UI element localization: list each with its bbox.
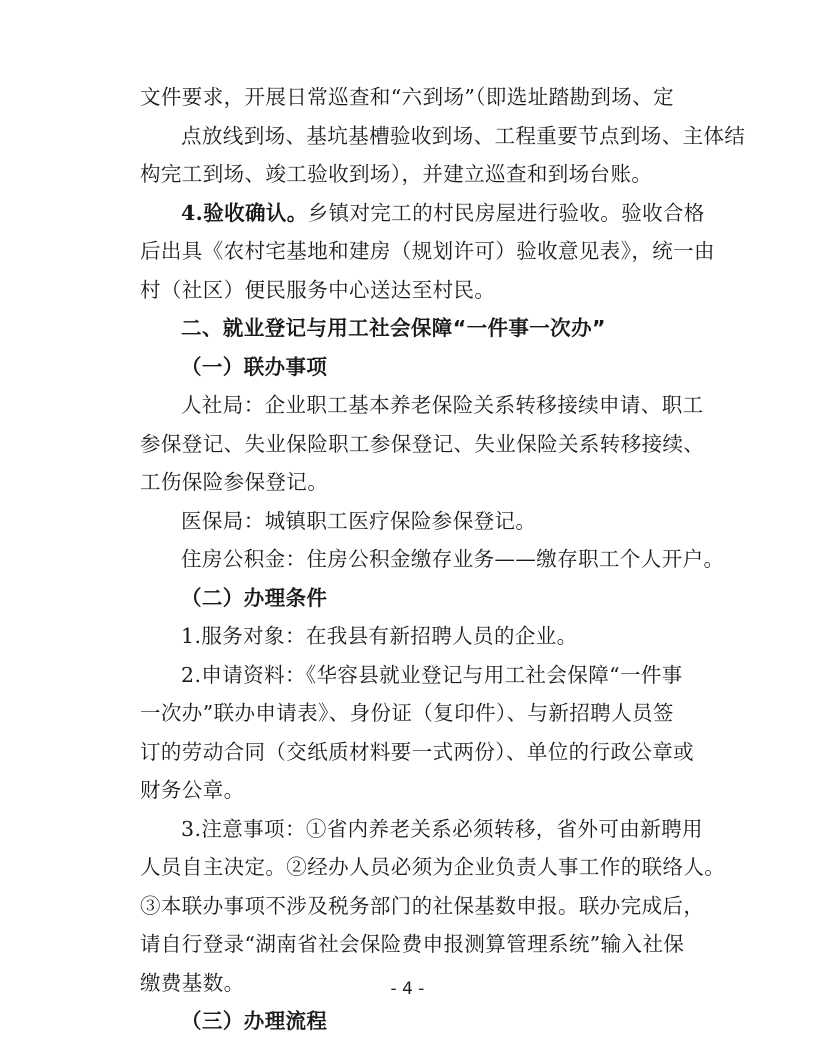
document-body bbox=[140, 78, 746, 1041]
paragraph-line: 文件要求，开展日常巡查和“六到场”（即选址踏勘到场、定 bbox=[140, 85, 675, 109]
section-heading: 二、就业登记与用工社会保障“一件事一次办” bbox=[181, 316, 606, 340]
paragraph-line: 请自行登录“湖南省社会保险费申报测算管理系统”输入社保 bbox=[140, 932, 685, 956]
paragraph-line: 2.申请资料：《华容县就业登记与用工社会保障“一件事 bbox=[181, 662, 683, 687]
paragraph-line: 缴费基数。 bbox=[140, 970, 245, 995]
paragraph-line: 医保局：城镇职工医疗保险参保登记。 bbox=[181, 508, 537, 533]
paragraph-line: 住房公积金：住房公积金缴存业务——缴存职工个人开户。 bbox=[181, 547, 725, 571]
paragraph-line: 村（社区）便民服务中心送达至村民。 bbox=[140, 277, 496, 302]
subsection-heading: （二）办理条件 bbox=[181, 585, 328, 610]
paragraph-line: 人员自主决定。②经办人员必须为企业负责人事工作的联络人。 bbox=[140, 855, 726, 879]
paragraph-line: 人社局：企业职工基本养老保险关系转移接续申请、职工 bbox=[181, 393, 704, 417]
page-number: - 4 - bbox=[390, 979, 425, 999]
paragraph-line: 构完工到场、竣工验收到场），并建立巡查和到场台账。 bbox=[140, 162, 653, 186]
paragraph-line: ③本联办事项不涉及税务部门的社保基数申报。联办完成后， bbox=[140, 893, 705, 918]
paragraph-line bbox=[140, 194, 705, 233]
paragraph-line: 财务公章。 bbox=[140, 778, 245, 802]
paragraph-line: 参保登记、失业保险职工参保登记、失业保险关系转移接续、 bbox=[140, 431, 705, 456]
paragraph-line: 工伤保险参保登记。 bbox=[140, 470, 329, 494]
subsection-heading: （三）办理流程 bbox=[181, 1009, 328, 1033]
paragraph-line: 订的劳动合同（交纸质材料要一式两份）、单位的行政公章或 bbox=[140, 739, 695, 764]
subsection-heading: （一）联办事项 bbox=[181, 354, 328, 379]
paragraph-line: 后出具《农村宅基地和建房（规划许可）验收意见表》，统一由 bbox=[140, 239, 715, 263]
paragraph-line: 一次办”联办申请表》、身份证（复印件）、与新招聘人员签 bbox=[140, 701, 674, 725]
paragraph-line: 3.注意事项：①省内养老关系必须转移，省外可由新聘用 bbox=[181, 816, 703, 841]
item-text: 乡镇对完工的村民房屋进行验收。验收合格 bbox=[307, 200, 705, 225]
item-title-acceptance: 4.验收确认。 bbox=[181, 200, 308, 225]
paragraph-line: 1.服务对象：在我县有新招聘人员的企业。 bbox=[181, 624, 578, 648]
paragraph-line: 点放线到场、基坑基槽验收到场、工程重要节点到场、主体结 bbox=[181, 123, 746, 148]
